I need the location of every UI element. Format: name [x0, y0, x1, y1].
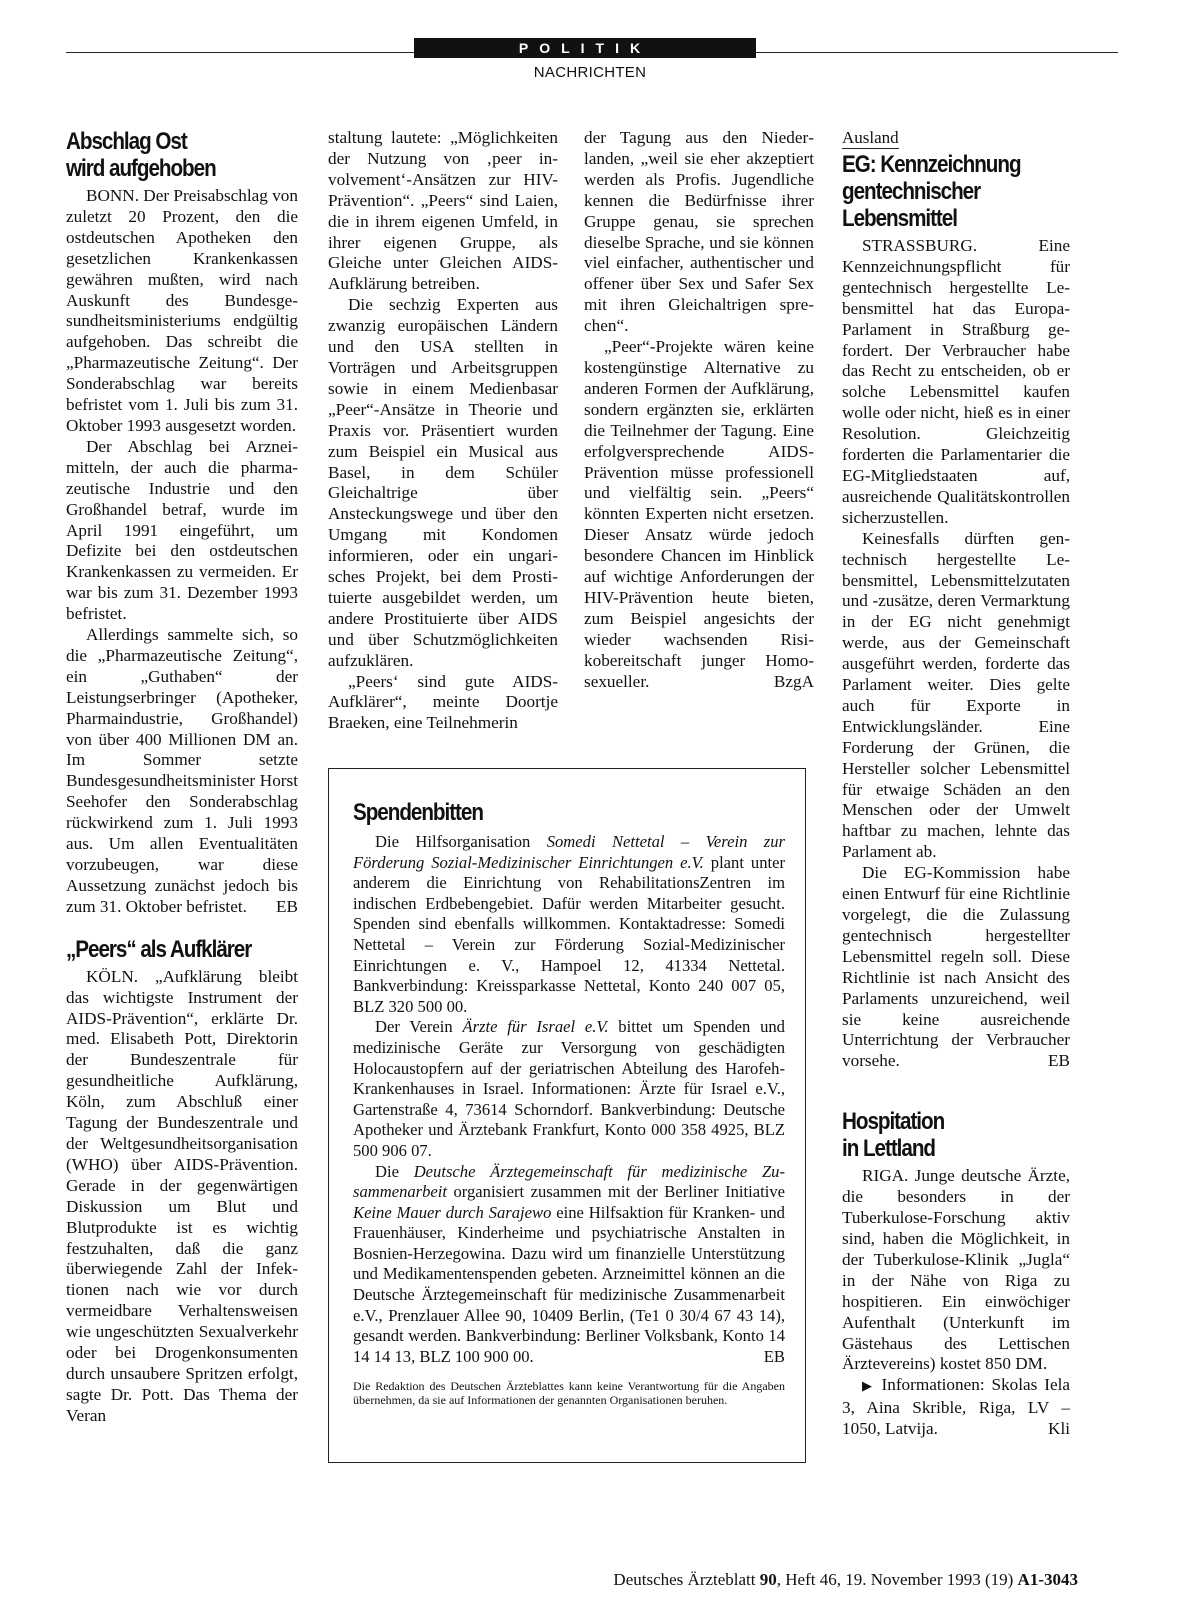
- subsection-label: NACHRICHTEN: [533, 64, 647, 81]
- abschlag-paragraph-3: [66, 625, 298, 918]
- column-1: [66, 128, 298, 1427]
- headline-eg-line3: Lebensmittel: [842, 205, 957, 232]
- eg-paragraph-3-text: Die EG-Kommission habe einen Entwurf für eine Richtlinie vorgelegt, die die Zulassung gentechnisch hergestellter Lebensmittel regeln soll. Diese Richtlinie ist nach Ansicht des Parlaments unzureichend, weil sie keine ausreichende Unterrichtung der Verbraucher vorsehe.: [842, 863, 1070, 1071]
- peers-paragraph-3: „Peers‘ sind gute AIDS-Aufklärer“, meinte Doortje Braeken, eine Teilnehmerin: [328, 671, 558, 733]
- headline-abschlag-line2: wird aufgehoben: [66, 155, 216, 182]
- article-hospitation: [842, 1108, 1070, 1440]
- kicker-ausland-text: Ausland: [842, 128, 899, 147]
- spenden-p1-italic: Somedi Nettetal – Verein zur Förderung Sozial-Medizinischer Einrichtungen e.V.: [353, 832, 785, 872]
- hospitation-info: [842, 1375, 1070, 1440]
- eg-paragraph-2: Keinesfalls dürften gentechnisch hergestellte Lebensmittel, Lebensmittelzutaten und -zusätze, deren Vermarktung in der EG nicht genehmigt werde, aus der Gemeinschaft ausgeführt werden, forderte das Parlament weiter. Dies gelte auch für Exporte in Entwicklungsländer. Eine Forderung der Grünen, die Hersteller solcher Lebensmittel für etwaige Schäden an den Menschen oder der Umwelt haftbar zu machen, lehnte das Parlament ab.: [842, 528, 1070, 862]
- eg-paragraph-3: [842, 863, 1070, 1072]
- abschlag-paragraph-2: Der Abschlag bei Arzneimitteln, der auch die pharmazeutische Industrie und den Großhandel betraf, wurde im April 1991 eingeführt, um Defizite bei den ostdeutschen Krankenkassen zu vermeiden. Er war bis zum 31. Dezember 1993 befristet.: [66, 436, 298, 624]
- column-4: [842, 128, 1070, 1440]
- abschlag-paragraph-3-text: Allerdings sammelte sich, so die „Pharmazeutische Zeitung“, ein „Guthaben“ der Leistungserbringer (Apotheker, Pharmaindustrie, Großhandel) von über 400 Millionen DM an. Im Sommer setzte Bundesgesundheitsminister Horst Seehofer den Sonderabschlag rückwirkend zum 1. Juli 1993 aus. Um allen Eventualitäten vorzubeugen, war diese Aussetzung zunächst jedoch bis zum 31. Oktober befristet.: [66, 625, 298, 916]
- spenden-p3-italic: Deutsche Ärztegemeinschaft für medizinische Zusammenarbeit: [353, 1161, 786, 1202]
- triangle-right-icon: ▶: [862, 1379, 875, 1395]
- spenden-p3-b: organisiert zusammen mit der Berliner Initiative: [447, 1182, 785, 1202]
- peers-paragraph-2: Die sechzig Experten aus zwanzig europäischen Ländern und den USA stellten in Vorträgen und Arbeitsgruppen sowie in einem Medienbasar „Peer“-Ansätze in Theorie und Praxis vor. Präsentiert wurden zum Beispiel ein Musical aus Basel, in dem Schüler Gleichaltrige über Ansteckungswege und über den Umgang mit Kondomen informieren, oder ein ungarisches Projekt, bei dem Prostituierte ausgebildet werden, um andere Prostituierte über AIDS und über Schutzmöglichkeiten aufzuklären.: [328, 295, 558, 670]
- footer-page-number: A1-3043: [1017, 1570, 1078, 1589]
- spendenbitten-box: [328, 768, 806, 1463]
- spenden-p3-italic-2: Keine Mauer durch Sarajewo: [353, 1202, 552, 1222]
- spendenbitten-content: [353, 799, 785, 1407]
- spenden-p3-a: Die: [375, 1161, 414, 1181]
- headline-peers: „Peers“ als Aufklärer: [66, 935, 252, 963]
- peers-paragraph-4: [584, 337, 814, 692]
- headline-eg-line2: gentechnischer: [842, 178, 981, 205]
- spenden-paragraph-1: [353, 832, 785, 1017]
- column-2: [328, 128, 558, 734]
- headline-abschlag-line1: Abschlag Ost: [66, 128, 187, 155]
- article-eg: [842, 128, 1070, 1072]
- headline-spendenbitten: Spendenbitten: [353, 799, 483, 826]
- hospitation-signature: Kli: [1048, 1419, 1070, 1439]
- article-abschlag: [66, 128, 298, 918]
- spenden-p2-b: bittet um Spenden und medizinische Geräte zur Versorgung von geschädigten Holocaustopfern auf der geriatrischen Abteilung des Harofeh-Krankenhauses in Israel. Informationen: Ärzte für Israel e.V., Gartenstraße 4, 73614 Schorndorf. Bankverbindung: Deutsche Apotheker und Ärztebank Frankfurt, Konto 000 358 4925, BLZ 500 906 07.: [353, 1017, 785, 1160]
- headline-hospitation-line2: in Lettland: [842, 1135, 935, 1163]
- article-peers: [66, 936, 298, 1427]
- column-3: [584, 128, 814, 692]
- footer-journal: Deutsches Ärzteblatt: [613, 1570, 760, 1589]
- hospitation-info-text: Informationen: Skolas Iela 3, Aina Skrible, Riga, LV – 1050, Latvija.: [842, 1375, 1071, 1439]
- eg-signature: EB: [1048, 1051, 1070, 1071]
- eg-paragraph-1: STRASSBURG. Eine Kennzeichnungspflicht für gentechnisch hergestellte Lebensmittel hat das EuropaParlament in Straßburg gefordert. Der Verbraucher habe das Recht zu entscheiden, ob er solche Lebensmittel kaufen wolle oder nicht, hieß es in einer Resolution. Gleichzeitig forderten die Parlamentarier die EG-Mitgliedstaaten auf, ausreichende Qualitätskontrollen sicherzustellen.: [842, 236, 1070, 527]
- footer-issue: , Heft 46, 19. November 1993 (19): [776, 1570, 1018, 1589]
- peers-signature: BzgA: [773, 671, 814, 691]
- peers-paragraph-3-continued: der Tagung aus den Niederlanden, „weil sie eher akzeptiert werden als Profis. Jugendliche kennen die Bedürfnisse ihrer Gruppe genau, sie sprechen dieselbe Sprache, und sie können viel einfacher, authentischer und offener über Sex und Safer Sex mit ihren Gleichaltrigen sprechen“.: [584, 128, 814, 336]
- spenden-p1-b: plant unter anderem die Einrichtung von RehabilitationsZentren im indischen Erdbebengebiet. Dafür werden Mitarbeiter gesucht. Spenden sind ebenfalls willkommen. Kontaktadresse: Somedi Nettetal – Verein zur Förderung Sozial-Medizinischer Einrichtungen e. V., Hampoel 12, 41334 Nettetal. Bankverbindung: Kreissparkasse Nettetal, Konto 240 007 05, BLZ 320 500 00.: [353, 852, 785, 1016]
- page-footer: [540, 1570, 1078, 1590]
- headline-hospitation-line1: Hospitation: [842, 1108, 945, 1136]
- abschlag-paragraph-1: BONN. Der Preisabschlag von zuletzt 20 Prozent, den die ostdeutschen Apotheken den gesetzlichen Krankenkassen gewähren mußten, wird nach Auskunft des Bundesgesundheitsministeriums endgültig aufgehoben. Das schreibt die „Pharmazeutische Zeitung“. Der Sonderabschlag war bereits befristet vom 1. Juli bis zum 31. Oktober 1993 ausgesetzt worden.: [66, 186, 298, 435]
- abschlag-signature: EB: [276, 896, 298, 916]
- spenden-paragraph-3: [353, 1162, 785, 1368]
- section-tag: POLITIK: [414, 38, 756, 58]
- headline-eg-line1: EG: Kennzeichnung: [842, 151, 1021, 178]
- kicker-ausland: [842, 128, 1070, 148]
- spenden-p1-a: Die Hilfsorganisation: [375, 832, 547, 851]
- spenden-p3-c: eine Hilfsaktion für Kranken- und Frauenhäuser, Kinderheime und psychiatrische Anstalten in Bosnien-Herzegowina. Dazu wird um finanzielle Unterstützung und Medikamentenspenden gebeten. Arzneimittel können an die Deutsche Ärztegemeinschaft für medizinische Zusammenarbeit e.V., Prenzlauer Allee 90, 10409 Berlin, (Te1 0 30/4 67 43 14), gesandt werden. Bankverbindung: Berliner Volksbank, Konto 14 14 14 13, BLZ 100 900 00.: [353, 1202, 785, 1366]
- footer-volume: 90: [759, 1570, 777, 1589]
- hospitation-paragraph-1: RIGA. Junge deutsche Ärzte, die besonders in der Tuberkulose-Forschung aktiv sind, haben die Möglichkeit, in der Tuberkulose-Klinik „Jugla“ in der Nähe von Riga zu hospitieren. Ein einwöchiger Aufenthalt (Unterkunft im Gästehaus des Lettischen Ärztevereins) kostet 850 DM.: [842, 1166, 1070, 1374]
- editorial-disclaimer: Die Redaktion des Deutschen Ärzteblattes kann keine Verantwortung für die Angaben übernehmen, da sie auf Informationen der genannten Organisationen beruhen.: [353, 1379, 785, 1408]
- spenden-signature: EB: [763, 1346, 785, 1366]
- spenden-p2-a: Der Verein: [375, 1017, 463, 1037]
- peers-paragraph-1-continued: staltung lautete: „Möglichkeiten der Nutzung von ‚peer involvement‘-Ansätzen zur HIV-Prävention“. „Peers“ sind Laien, die in ihrem eigenen Umfeld, in ihrer eigenen Gruppe, als Gleiche unter Gleichen AIDS-Aufklärung betreiben.: [328, 128, 558, 294]
- spenden-paragraph-2: [353, 1017, 785, 1161]
- peers-paragraph-1: KÖLN. „Aufklärung bleibt das wichtigste Instrument der AIDS-Prävention“, erklärte Dr. med. Elisabeth Pott, Direktorin der Bundeszentrale für gesundheitliche Aufklärung, Köln, zum Abschluß einer Tagung der Bundeszentrale und der Weltgesundheitsorganisation (WHO) über AIDS-Prävention. Gerade in der gegenwärtigen Diskussion um Blut und Blutprodukte ist es wichtig festzuhalten, daß die ganz überwiegende Zahl der Infektionen nach wie vor durch vermeidbare Verhaltensweisen wie ungeschützten Sexualverkehr oder bei Drogenkonsumenten durch unsaubere Spritzen erfolgt, sagte Dr. Pott. Das Thema der Veran: [66, 966, 298, 1425]
- peers-paragraph-4-text: „Peer“-Projekte wären keine kostengünstige Alternative zu anderen Formen der Aufklärung, sondern ergänzten sie, erklärten die Teilnehmer der Tagung. Eine erfolgversprechende AIDS-Prävention müsse professionell und vielfältig sein. „Peers“ könnten Experten nicht ersetzen. Dieser Ansatz würde jedoch besondere Chancen im Hinblick auf wichtige Anforderungen der HIV-Prävention heute bieten, zum Beispiel angesichts der wieder wachsenden Risikobereitschaft junger Homosexueller.: [584, 337, 814, 691]
- spenden-p2-italic: Ärzte für Israel e.V.: [462, 1017, 609, 1037]
